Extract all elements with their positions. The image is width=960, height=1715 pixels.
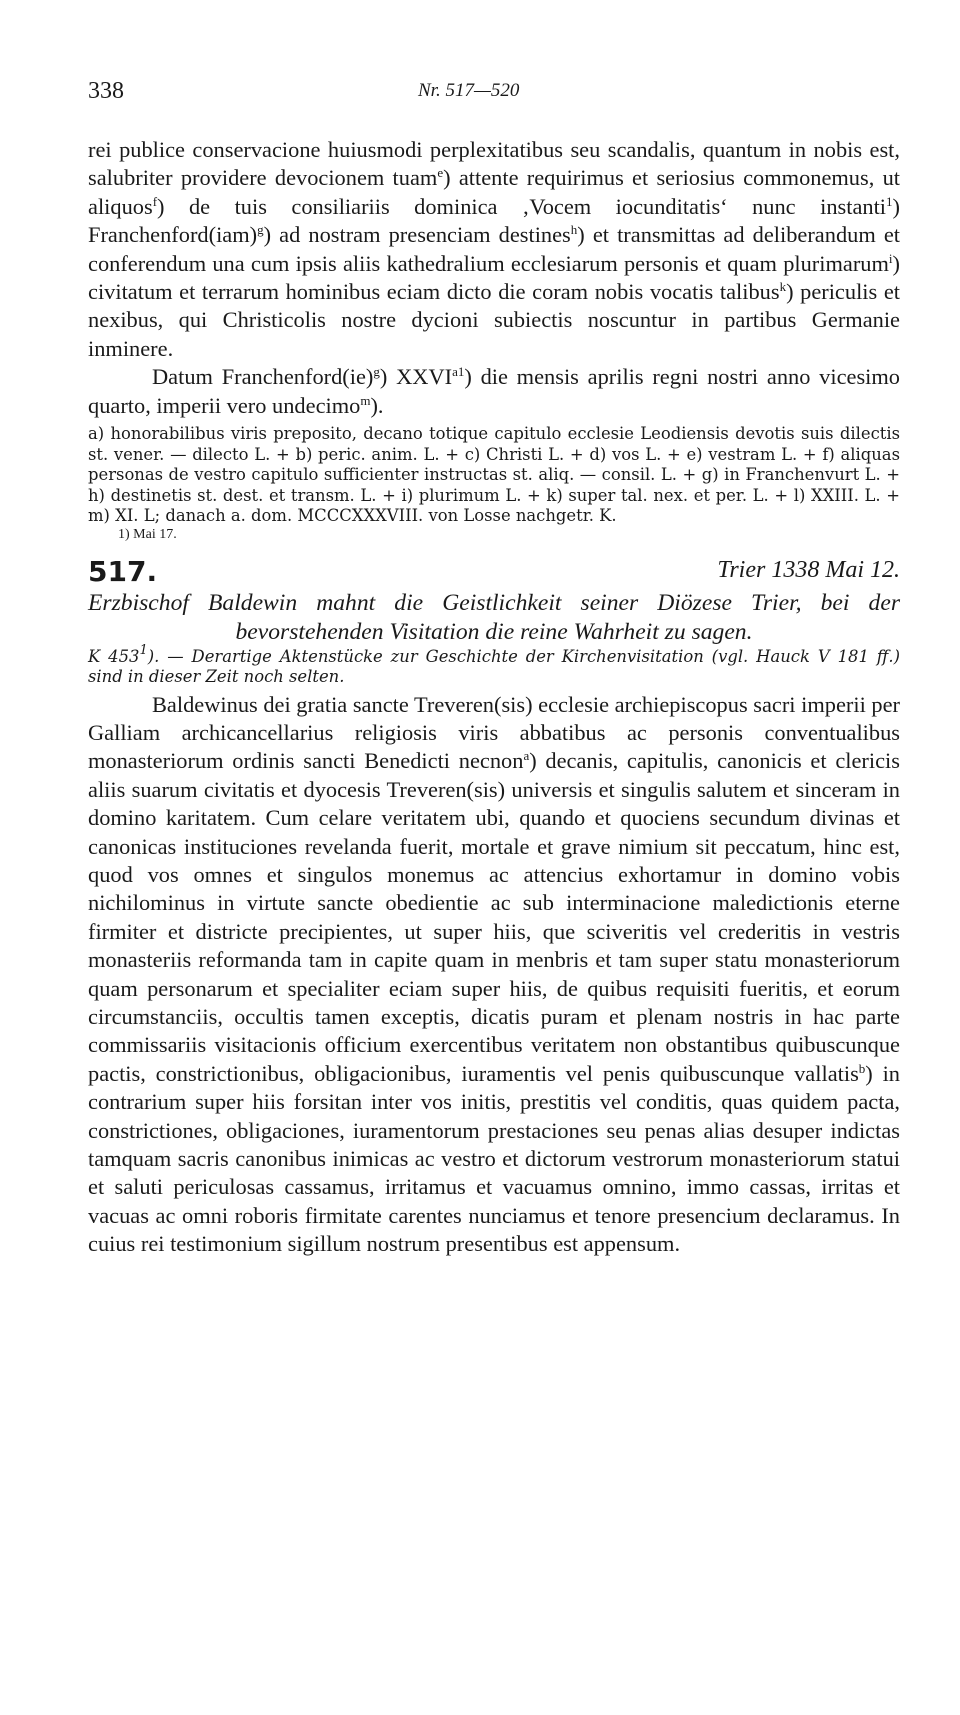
- document-heading: [88, 555, 900, 587]
- footnote-mark: h: [570, 222, 578, 238]
- text-run: K 453: [88, 646, 140, 666]
- footnote-mark: m: [360, 392, 371, 408]
- footnote-1: 1) Mai 17.: [118, 526, 177, 542]
- footnote-mark: g: [373, 364, 380, 380]
- text-run: ) civitatum et terrarum hominibus eciam dicto die coram nobis vocatis talibus: [88, 250, 900, 305]
- paragraph-dating: [88, 363, 900, 420]
- footnote-mark: e: [437, 165, 444, 181]
- footnote-mark: i: [888, 250, 893, 266]
- paragraph: [88, 691, 900, 1259]
- text-run: ) attente requirimus et seriosius commonemus, ut aliquos: [88, 165, 900, 219]
- text-run: ) periculis et nexibus, qui Christicolis nostre dycioni subiectis noscuntur in partibus Germanie inminere.: [88, 279, 900, 361]
- footnote-mark: 1: [139, 642, 148, 658]
- text-run: ) ad nostram presenciam destines: [263, 222, 571, 248]
- text-run: Datum Franchenford(ie): [152, 364, 374, 390]
- source-note: [88, 642, 900, 687]
- text-run: ) decanis, capitulis, canonicis et clericis aliis suarum civitatis et dyocesis Treveren(sis) universis et singulis salutem et sinceram in domino karitatem. Cum celare veritatem ubi, quando et quociens secundum divinas et canonicas instituciones revelanda fuerit, mortale et grave nimium sit peccatum, hinc est, quod vos omnes et singulos monemus ac attencius exhortamur in domino vobis nichilominus in virtute sancte obedientie ac sub interminacione maledictionis eterne firmiter et districte precipientes, ut super hiis, que sciveritis vel crederitis in vestris monasteriis reformanda tam in capite quam in menbris et tam super statu monasteriorum quam personarum et specialiter eciam super hiis, de quibus requisiti fueritis, et eorum circumstanciis, occultis tamen exceptis, dicatis puram et plenam nostris in hac parte commissariis visitacionis officium exercentibus veritatem non obstantibus quibuscunque pactis, constrictionibus, obligacionibus, iuramentis vel penis quibuscunque vallatis: [88, 748, 900, 1086]
- text-run: ) de tuis consiliariis dominica ‚Vocem iocunditatis‘ nunc instanti: [157, 193, 887, 219]
- text-run: rei publice conservacione huiusmodi perplexitatibus seu scandalis, quantum in nobis est, salubriter providere devocionem tuam: [88, 137, 900, 191]
- text-run: ) XXVI: [379, 364, 453, 390]
- footnote-mark: a: [523, 748, 530, 764]
- page: [88, 70, 900, 1259]
- document-number: 517.: [88, 554, 158, 588]
- text-run: ) Franchenford(iam): [88, 193, 900, 248]
- footnote-mark: 1: [886, 193, 893, 209]
- text-run: ).: [370, 392, 384, 418]
- footnote-mark: b: [858, 1060, 866, 1076]
- footnote-mark: f: [152, 193, 158, 209]
- running-title: Nr. 517—520: [418, 80, 520, 101]
- text-run: ) in contrarium super hiis forsitan inter vos initis, prestitis vel conditis, quas quidem pacta, constrictiones, obligaciones, iuramentorum prestaciones seu penas alias desuper indictas tamquam sacris canonibus inimicas ac vestro et dictorum vestrorum monasteriorum statui et saluti periculosas cassamus, irritamus et vacuamus omnino, immo cassas, irritas et vacuas ac omni roboris firmitate carentes nunciamus et tenore presencium declaramus. In cuius rei testimonium sigillum nostrum presentibus est appensum.: [88, 1060, 900, 1257]
- document-place-date: Trier 1338 Mai 12.: [717, 556, 900, 583]
- running-head: [88, 70, 900, 106]
- paragraph: [88, 136, 900, 363]
- footnote-mark: k: [779, 279, 787, 295]
- page-number: 338: [88, 78, 124, 104]
- continued-text: [88, 136, 900, 420]
- text-run: ). — Derartige Aktenstücke zur Geschichte der Kirchenvisitation (vgl. Hauck V 181 ff.) sind in dieser Zeit noch selten.: [88, 646, 900, 686]
- text-run: Baldewinus dei gratia sancte Treveren(sis) ecclesie archiepiscopus sacri imperii per Galliam archicancellarius religiosis viris abbatibus ac personis conventualibus monasteriorum ordinis sancti Benedicti necnon: [88, 691, 900, 774]
- regest: [88, 589, 900, 647]
- letter-text: [88, 691, 900, 1259]
- footnote-mark: g: [257, 222, 264, 238]
- footnote-mark: a1: [452, 364, 465, 380]
- text-run: ) die mensis aprilis regni nostri anno vicesimo quarto, imperii vero undecimo: [88, 364, 900, 418]
- text-run: ) et transmittas ad deliberandum et conferendum una cum ipsis aliis kathedralium ecclesiarum personis et quam plurimarum: [88, 222, 900, 276]
- footnotes: [88, 424, 900, 543]
- regest-text: Erzbischof Baldewin mahnt die Geistlichkeit seiner Diözese Trier, bei der bevorstehenden Visitation die reine Wahrheit zu sagen.: [88, 589, 900, 645]
- critical-apparatus: a) honorabilibus viris preposito, decano totique capitulo ecclesie Leodiensis devotis suis dilectis st. vener. — dilecto L. + b) peric. anim. L. + c) Christi L. + d) vos L. + e) vestram L. + f) aliquas personas de vestro capitulo sufficienter instructas st. aliq. — consil. L. + g) in Franchenvurt L. + h) destinetis st. dest. et transm. L. + i) plurimum L. + k) super tal. nex. et per. L. + l) XXIII. L. + m) XI. L; danach a. dom. MCCCXXXVIII. von Losse nachgetr. K.: [88, 424, 900, 526]
